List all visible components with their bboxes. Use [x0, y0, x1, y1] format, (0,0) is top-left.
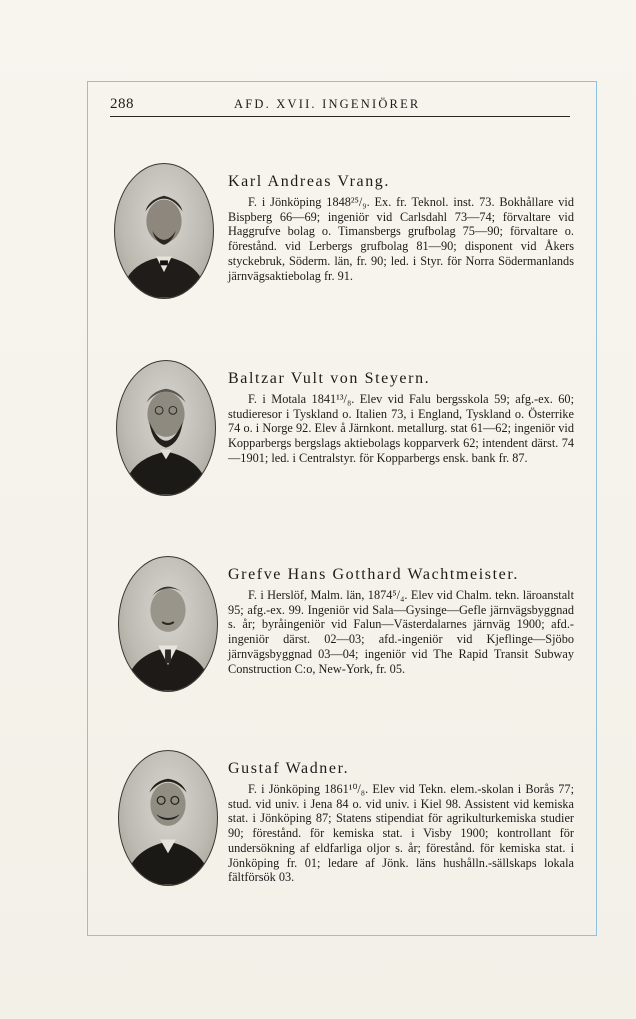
portrait-photo: [114, 163, 214, 299]
biography-entry: [110, 360, 580, 500]
person-name: Karl Andreas Vrang.: [228, 173, 390, 190]
biography-text: F. i Jönköping 1861¹⁰/₈. Elev vid Tekn. elem.-skolan i Borås 77; stud. vid univ. i Jena 84 o. vid univ. i Kiel 98. Assistent vid kemiska stat. i Jönköping 87; Statens stipendiat för agrikulturkemiska studier 90; förestånd. för kemiska stat. i Visby 1900; kontrollant för undersökning af eldfarliga oljor s. år; förestånd. för kemiska stat. i Jönköping fr. 01; ledare af Jönk. läns hushålln.-sällskaps lokala fältförsök 03.: [228, 782, 574, 885]
biography-entry: [110, 750, 580, 890]
running-head: AFD. XVII. INGENIÖRER: [234, 97, 421, 111]
biography-entry: [110, 556, 580, 696]
portrait-photo: [118, 556, 218, 692]
page-header: [110, 96, 570, 117]
biography-text: F. i Jönköping 1848²⁵/₉. Ex. fr. Teknol. inst. 73. Bokhållare vid Bispberg 66—69; ingeniör vid Carlsdahl 73—74; förvaltare vid Haggrufve bolag o. Timansbergs grufbolag 75—90; förvaltare o. förestånd. vid Lerbergs grufbolag 81—90; disponent vid Åkers styckebruk, Söderm. län, fr. 90; led. i Styr. för Norra Södermanlands järnvägsaktiebolag fr. 91.: [228, 195, 574, 283]
biography-entry: [110, 163, 580, 303]
person-name: Gustaf Wadner.: [228, 760, 350, 777]
biography-text: F. i Herslöf, Malm. län, 1874⁵/₄. Elev vid Chalm. tekn. läroanstalt 95; afg.-ex. 99. Ingeniör vid Sala—Gysinge—Gefle järnvägsbyggnad s. år; byråingeniör vid Falun—Västerdalarnes järnväg 1900; afd.-ingeniör därst. 02—03; afd.-ingeniör vid Kjeflinge—Sjöbo järnvägsbyggnad 03—04; ingeniör vid The Rapid Transit Subway Construction C:o, New-York, fr. 05.: [228, 588, 574, 676]
person-name: Grefve Hans Gotthard Wachtmeister.: [228, 566, 519, 583]
portrait-icon: [119, 557, 217, 691]
page-number: 288: [110, 96, 134, 112]
biography-text: F. i Motala 1841¹³/₈. Elev vid Falu bergsskola 59; afg.-ex. 60; studieresor i Tyskland o. Italien 73, i England, Tyskland o. Österrike 74 o. i Norge 92. Elev å Järnkont. metallurg. stat 61—62; ingeniör vid Kopparbergs bergslags aktiebolags kopparverk 62; intendent därst. 74—1901; led. i Centralstyr. för Kopparbergs ensk. bank fr. 87.: [228, 392, 574, 465]
person-name: Baltzar Vult von Steyern.: [228, 370, 431, 387]
portrait-icon: [115, 164, 213, 298]
portrait-icon: [117, 361, 215, 495]
portrait-photo: [116, 360, 216, 496]
portrait-icon: [119, 751, 217, 885]
portrait-photo: [118, 750, 218, 886]
